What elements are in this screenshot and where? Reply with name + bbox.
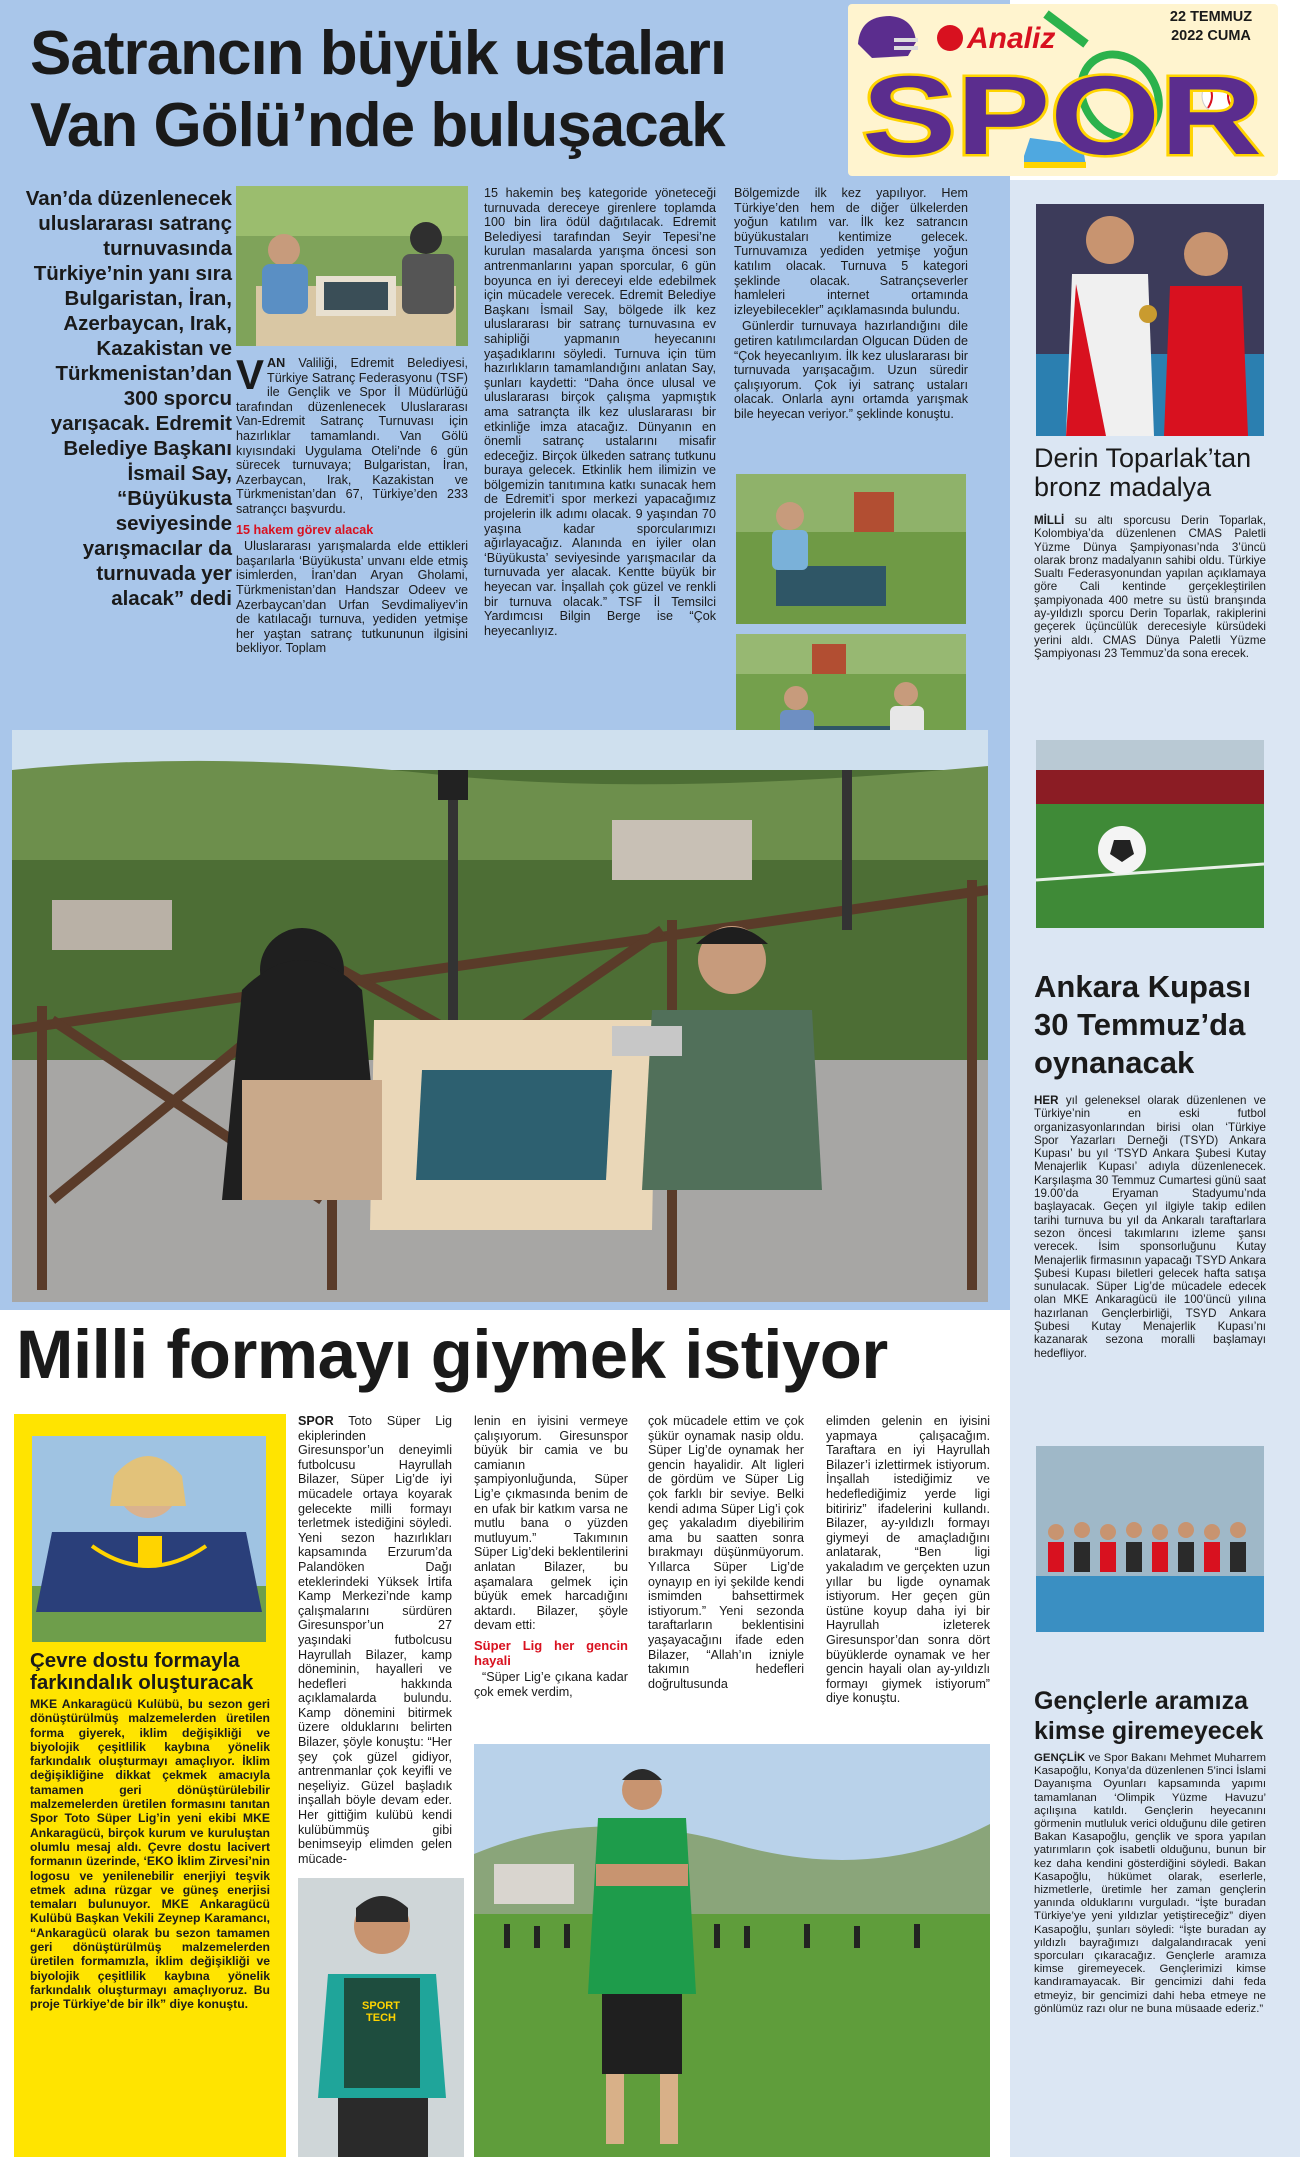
right-story3-body [1034,1752,1266,2016]
photo-football-pitch [1036,740,1264,928]
story2-column1 [298,1414,452,1868]
story2-column3 [648,1414,804,1693]
photo-pool-opening [1036,1446,1264,1632]
right-story1-text: su altı sporcusu Derin Toparlak, Kolombiya’da düzenlenen CMAS Paletli Yüzme Dünya Şampiyonası’nda 3’üncü olarak bronz madalyanın sahibi oldu. Türkiye Sualtı Federasyonundan yapılan açıklamaya göre Cali kentinde gerçekleştirilen şampiyonada 400 metre su üstü branşında ay-yıldızlı sporcu Derin Toparlak, rakiplerini geçerek üçüncülük derecesiyle kürsüdeki yerini aldı. CMAS Dünya Paletli Yüzme Şampiyonası 23 Temmuz’da sona erecek. [1034,514,1266,660]
shirt-print [346,2000,416,2024]
football-helmet-icon [858,16,918,58]
brand-main: SPOR [862,53,1262,176]
date-line-1: 22 TEMMUZ [1169,9,1253,25]
story1-headline-line1: Satrancın büyük ustaları [30,19,727,88]
right-story2-lead: HER [1034,1094,1059,1107]
story2-col2-text: lenin en iyisini vermeye çalışıyorum. Giresunspor büyük bir camia ve bu camianın şampiyonluğunda, Süper Lig’e çıkmasında benim de en ufak bir katkım varsa ne mutlu bana o yüzden mutluyum.” Takımının Süper Lig’deki beklentilerini anlatan Bilazer, bu aşamalara gelmek için büyük emek harcadığını aktardı. Bilazer, şöyle devam etti: [474,1414,628,1633]
story1-col2-text: 15 hakemin beş kategoride yöneteceği turnuvada dereceye girenlere toplamda 100 bin lira ödül dağıtılacak. Edremit Belediyesi tarafından Seyir Tepesi’ne kurulan masalarda yarışma öncesi son antrenmanlarını yapan sporcular, 6 gün boyunca en iyi dereceyi elde edebilmek için mücadele verecek. Edremit Belediye Başkanı İsmail Say, bölgede ilk kez uluslararası bir satranç turnuvasına ev sahipliği yapmanın heyecanını yaşadıklarını söyledi. Turnuva için tüm hazırlıkların tamamlandığını anlatan Say, şunları kaydetti: “Daha önce ulusal ve uluslararası birçok çalışma yapmıştık ama satrançta ilk kez uluslararası bir etkinliğe imza atacağız. Dünyanın en önemli satranç ustalarını misafir edeceğiz. Birçok ülkeden satranç tutkunu buraya gelecek. Etkinlik hem ilimizin ve bölgemizin tanıtımına katkı sunacak hem de Edremit’i spor merkezi yapacağımız projelerin ilk adımı olacak. 9 yaşından 70 yaşına kadar sporcularımızı ağırlayacağız. Alanında en iyiler olan ‘Büyükusta’ seviyesinde yarışmacılar da turnuvada yer alacak. Kentte büyük bir heyecan var. İnşallah çok güzel ve renkli bir turnuva olacak.” TSF İl Temsilci Yardımcısı Bilgin Berge ise “Çok heyecanlıyız. [484,186,716,638]
story2-col4-text: elimden gelenin en iyisini yapmaya çalışacağım. Taraftara en iyi Hayrullah Bilazer’i izlettirmek istiyorum. İnşallah istediğimiz ve hedeflediğimiz yerde ligi bitiririz” ifadelerini kullandı. Bilazer, ay-yıldızlı formayı giymeyi de amaçladığını anlatarak, “Ben ligi yakaladım ve gerçekten uzun yıllar bu ligde oynamak istiyorum. Her geçen gün üstüne koyup daha iyi bir Hayrullah izleterek Giresunspor’dan sonra dört büyüklerde oynamak ve her gencin hayali olan ay-yıldızlı formayı giymek istiyorum” diye konuştu. [826,1414,990,1706]
shirt-print-line1: SPORT [362,2000,400,2012]
green-jersey-body: MKE Ankaragücü Kulübü, bu sezon geri dönüştürülmüş malzemelerden üretilen forma giyerek, iklim değişikliği ve biyolojik çeşitlilik kaybına yönelik farkındalık oluşturmayı amaçlıyor. İklim değişikliğine dikkat çekmek amacıyla tamamen geri dönüştürülebilir malzemelerden üretilen formasını tanıtan Spor Toto Süper Lig’in yeni ekibi MKE Ankaragücü, birçok kurum ve kuruluştan olumlu mesaj aldı. Çevre dostu lacivert formanın üzerinde, ‘EKO İklim Zirvesi’nin logosu ve yenilenebilir enerjiyi teşvik etmek adına rüzgar ve güneş enerjisi temaları bulunuyor. MKE Ankaragücü Kulübü Başkan Vekili Zeynep Karamancı, “Ankaragücü olarak bu sezon tamamen geri dönüştürülmüş malzemelerden üretilen formamızla, iklim değişikliği ve biyolojik çeşitlilik kaybına yönelik farkındalık oluşturmayı amaçlıyoruz. Bu proje Türkiye’de bir ilk” diye konuştu. [30,1697,270,2012]
issue-date [1166,8,1256,46]
story1-headline [30,18,840,162]
story1-subhead: 15 hakem görev alacak [236,522,374,537]
story1-col3-text: Bölgemizde ilk kez yapılıyor. Hem Türkiye’den hem de diğer ülkelerden yoğun katılım var. İlk kez satrancın büyükustaları kentimize gelecek. Turnuvamıza yediden yetmişe yoğun katılım olacak. Turnuva 5 kategori şeklinde olacak. Satrançseverler hamleleri internet ortamında izleyebilecekler” açıklamasında bulundu. [734,186,968,317]
right-story2-text: yıl geleneksel olarak düzenlenen ve Türkiye’nin en eski futbol organizasyonlarından birisi olan ‘Türkiye Spor Yazarları Derneği (TSYD) Ankara Kupası’ bu yıl ‘TSYD Ankara Şubesi Kutay Menajerlik Kupası’ adıyla düzenlenecek. Karşılaşma 30 Temmuz Cumartesi günü saat 19.00’da Eryaman Stadyumu’nda başlayacak. Geçen yıl ilgiyle takip edilen tarihi turnuva bu yıl da Ankaralı taraftarlara sezon öncesi takımlarını izleme şansı verecek. İsim sponsorluğunu Kutay Menajerlik firmasının yapacağı TSYD Ankara Şubesi Kupası biletleri gelecek hafta satışa sunulacak. Süper Lig’de mücadele edecek olan MKE Ankaragücü ile 100’üncü yılına hazırlanan Gençlerbirliği, TSYD Ankara Şubesi Kutay Menajerlik Kupası’nı kazanarak sezona moralli başlamayı hedefliyor. [1034,1094,1266,1360]
story2-col1-text: Toto Süper Lig ekiplerinden Giresunspor’un deneyimli futbolcusu Hayrullah Bilazer, Süper Lig’de iyi mücadele ortaya koyarak gelecekte milli formayı terletmek istediğini söyledi. Yeni sezon hazırlıkları kapsamında Erzurum’da Palandöken Dağı eteklerindeki Yüksek İrtifa Kamp Merkezi’nde kamp çalışmalarını sürdüren Giresunspor’un 27 yaşındaki futbolcusu Hayrullah Bilazer, kamp döneminin, hayalleri ve hedefleri hakkında açıklamalarda bulundu. Kamp dönemini bitirmek üzere olduklarını belirten Bilazer, şöyle konuştu: “Her şey çok güzel gidiyor, antrenmanlar çok keyifli ve neşeliyiz. Güzel başladık inşallah böyle devam eder. Her gittiğim kulübü kendi kulübümmüş gibi benimseyip elimden gelen mücade- [298,1414,452,1866]
story1-column3 [734,186,968,424]
story2-lead-word: SPOR [298,1414,334,1428]
story1-col3b-text: Günlerdir turnuvaya hazırlandığını dile getiren katılımcılardan Olgucan Düden de “Çok heyecanlıyım. İlk kez uluslararası bir turnuvada yarışacağım. Uzun süredir çalışıyorum. Çok iyi satranç ustaları olacak. Onlarla aynı ortamda yarışmak bile heyecan veriyor.” şeklinde konuştu. [734,319,968,421]
right-story1-lead: MİLLİ [1034,514,1065,527]
right-story3-text: ve Spor Bakanı Mehmet Muharrem Kasapoğlu, Konya’da düzenlenen 5’inci İslami Dayanışma Oyunları kapsamında yapımı tamamlanan ‘Olimpik Yüzme Havuzu’ açılışına katıldı. Gençlerin heyecanını görmenin mutluluk verici olduğunu dile getiren Bakan Kasapoğlu, gençlik ve spora yapılan yatırımların çok isabetli olduğunu, bunun bir kez daha kendini gösterdiğini söyledi. Bakan Kasapoğlu, hükümet olarak, eserlerle, hizmetlerle, üretimle her zaman gençlerin yanında olduklarını vurguladı. “İşte buradan Türkiye’ye yeni yıldızlar yetiştireceğiz” diyen Kasapoğlu, şunları söyledi: “İşte buradan ay yıldızlı bayrağımızı dalgalandıracak yeni sporcuları çıkaracağız. Gençlerle aramıza kimse giremeyecek. Gençlerimizi kimse kandıramayacak. Bir gencimizi dahi feda etmeyiz, bir gencimizi dahi heba etmeye ne gönlümüz razı olur ne buna müsaade ederiz.” [1034,1752,1266,2015]
right-story1-body [1034,514,1266,660]
story2-col2-subhead: Süper Lig her gencin hayali [474,1637,628,1668]
brand-top: Analiz [967,22,1056,55]
right-story1-headline: Derin Toparlak’tan bronz madalya [1034,443,1252,502]
brand-mark-icon [937,25,963,51]
story1-body1: Valiliği, Edremit Belediyesi, Türkiye Satranç Federasyonu (TSF) ile Gençlik ve Spor İl Müdürlüğü tarafından düzenlenecek Uluslararası Van-Edremit Satranç Turnuvası için hazırlıklar tamamlandı. Van Gölü kıyısındaki Uygulama Oteli’nde 6 gün sürecek turnuvaya; Bulgaristan, İran, Azerbaycan, Irak, Kazakistan ve Türkmenistan’dan 67, Türkiye’den 233 satrançcı başvurdu. [236,356,468,516]
photo-children-chess [236,186,468,346]
story1-lead: Van’da düzenlenecek uluslararası satranç turnuvasında Türkiye’nin yanı sıra Bulgaristan, İran, Azerbaycan, Irak, Kazakistan ve Türkmenistan’dan 300 sporcu yarışacak. Edremit Belediye Başkanı İsmail Say, “Büyükusta seviyesinde yarışmacılar da turnuvada yer alacak” dedi [25,187,232,610]
story1-first-word: AN [267,356,286,370]
photo-girl-chess [736,474,966,624]
dropcap: V [236,351,265,398]
right-story2-body [1034,1094,1266,1360]
photo-jersey-presentation [32,1436,266,1642]
right-story2-headline: Ankara Kupası 30 Temmuz’da oynanacak [1034,969,1252,1080]
story1-column1 [236,351,468,658]
story1-body2: Uluslararası yarışmalarda elde ettikleri başarılarla ‘Büyükusta’ unvanı elde etmiş isimlerden, İran’dan Aryan Gholami, Türkmenistan’dan Handszar Odeev ve Azerbaycan’dan Urfan Sevdimaliyev’in de katılacağı turnuva, yediden yetmişe her yaştan satranç tutkununun ilgisini bekliyor. Toplam [236,539,468,656]
right-story3-headline: Gençlerle aramıza kimse giremeyecek [1034,1687,1264,1745]
story2-headline: Milli formayı giymek istiyor [16,1316,888,1393]
date-line-2: 2022 CUMA [1171,28,1251,44]
story1-paragraph1 [236,351,468,517]
shirt-print-line2: TECH [366,2012,396,2024]
photo-swimmer-medal [1036,204,1264,436]
story2-col3-text: çok mücadele ettim ve çok şükür oynamak nasip oldu. Süper Lig’de oynamak her gencin hayalidir. Alt ligleri de gördüm ve Süper Lig çok farklı bir seviye. Belki kendi adıma Süper Lig’i çok geç yakaladım diyebilirim ama bu saatten sonra bırakmayı düşünmüyorum. Yıllarca Süper Lig’de oynayıp en iyi şekilde kendi ismimden bahsettirmek istiyorum.” Yeni sezonda taraftarların beklentisini yaşayacağını ifade eden Bilazer, “Allah’ın izniyle takımın hedefleri doğrultusunda [648,1414,804,1691]
green-jersey-headline: Çevre dostu formayla farkındalık oluşturacak [30,1649,254,1694]
right-story3-lead: GENÇLİK [1034,1752,1086,1764]
story2-column2 [474,1414,628,1701]
story2-col2b-text: “Süper Lig’e çıkana kadar çok emek verdim, [474,1670,628,1699]
photo-chess-terrace [12,730,988,1302]
story1-column2 [484,186,716,640]
story1-headline-line2: Van Gölü’nde buluşacak [30,91,725,160]
story2-column4 [826,1414,990,1708]
photo-team-training [474,1744,990,2157]
